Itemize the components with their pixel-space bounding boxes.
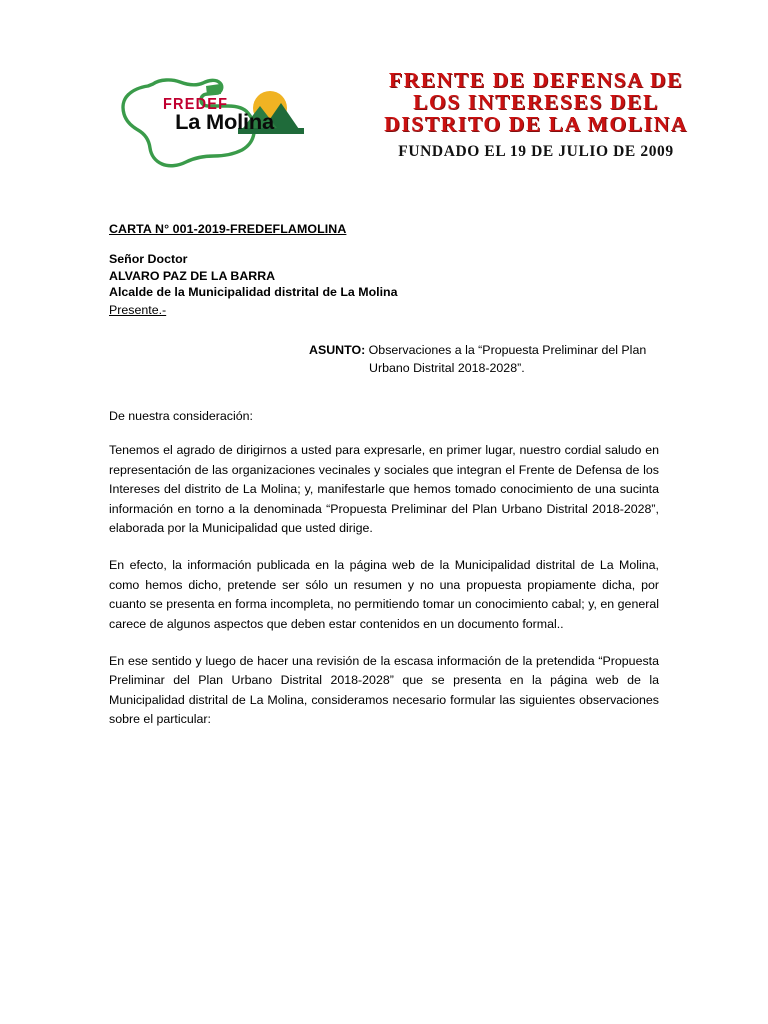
organization-title <box>326 70 746 136</box>
fredef-logo <box>108 70 318 180</box>
org-title-line-2: LOS INTERESES DEL <box>413 89 659 114</box>
addressee-name: ALVARO PAZ DE LA BARRA <box>109 268 276 283</box>
addressee-block <box>109 251 659 318</box>
letter-body <box>109 222 659 730</box>
letter-salutation: De nuestra consideración: <box>109 409 253 424</box>
organization-title-block <box>326 70 746 161</box>
logo-wordmark-fredef: FREDEF <box>163 96 229 114</box>
addressee-presente: Presente.- <box>109 302 167 317</box>
addressee-position: Alcalde de la Municipalidad distrital de La Molina <box>109 285 398 300</box>
org-title-line-1: FRENTE DE DEFENSA DE <box>388 68 684 92</box>
subject-text-line-1: Observaciones a la “Propuesta Preliminar del Plan <box>368 343 647 358</box>
letter-reference-number: CARTA N° 001-2019-FREDEFLAMOLINA <box>109 222 347 236</box>
map-notch-icon <box>206 84 221 95</box>
letter-paragraph-1: Tenemos el agrado de dirigirnos a usted para expresarle, en primer lugar, nuestro cordial saludo en representación de las organizaciones vecinales y sociales que integran el Frente de Defensa de los Intereses del distrito de La Molina; y, manifestarle que hemos tomado conocimiento de una sucinta información en torno a la denominada “Propuesta Preliminar del Plan Urbano Distrital 2018-2028”, elaborada por la Municipalidad que usted dirige. <box>109 443 659 535</box>
logo-wordmark-lamolina: La Molina <box>175 111 274 134</box>
subject-label: ASUNTO: <box>309 343 366 358</box>
letter-paragraph-2: En efecto, la información publicada en la página web de la Municipalidad distrital de La Molina, como hemos dicho, pretende ser sólo un resumen y no una propuesta propiamente dicha, por cuanto se presenta en forma incompleta, no permitiendo tomar un conocimiento cabal; y, en general carece de algunos aspectos que deben estar contenidos en un documento formal.. <box>109 558 659 631</box>
letter-paragraph-3: En ese sentido y luego de hacer una revisión de la escasa información de la pretendida “Propuesta Preliminar del Plan Urbano Distrital 2018-2028” que se presenta en la página web de la Municipalidad distrital de La Molina, consideramos necesario formular las siguientes observaciones sobre el particular: <box>109 654 659 727</box>
addressee-salutation-title: Señor Doctor <box>109 252 188 266</box>
letterhead <box>0 70 768 185</box>
logo-wordmark <box>163 98 313 144</box>
organization-founded-date: FUNDADO EL 19 DE JULIO DE 2009 <box>398 142 674 160</box>
subject-text-line-2: Urbano Distrital 2018-2028”. <box>369 360 525 375</box>
subject-block <box>109 342 659 377</box>
org-title-line-3: DISTRITO DE LA MOLINA <box>384 111 688 136</box>
